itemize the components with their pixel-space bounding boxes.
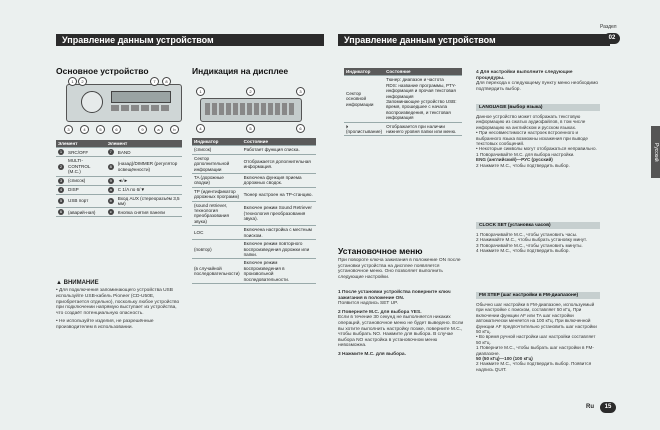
setup-steps: [338, 290, 466, 358]
indicator-col-header: Индикатор: [192, 138, 242, 146]
table-row: Сектор основной информации Тюнер: диапазон и частота RDS: название программы, PTY-информация и прочая текстовая информация Запоминающее устройство USB: время, прошедшее с начала воспроизведения, и текстовая информация: [344, 76, 462, 122]
unit-display-window: [111, 91, 171, 103]
table-row: 1 SRC/OFF 7 BAND: [56, 148, 182, 157]
table-row: (список) Работает функция списка.: [192, 146, 316, 154]
step-4: [476, 70, 600, 92]
table-row: 4 DISP a C 1/Λ по 6/▼: [56, 185, 182, 194]
scroll-indicator-icon: ⏵: [346, 123, 349, 129]
clock-box-text: 1 Поворачивайте M.C., чтобы установить часы. 2 Нажимайте M.C., чтобы выбрать установку минут. 3 Поворачивайте M.C., чтобы установить минуты. 4 Нажмите M.C., чтобы подтвердить выбор.: [476, 232, 587, 254]
table-row: LOC Включена настройка с местным поиском.: [192, 226, 316, 240]
continued-indicators-table: [344, 68, 462, 136]
callout-8: 8: [162, 77, 171, 86]
table-row: ⏵ (пролистывание) Отображается при наличии нижнего уровня папки или меню.: [344, 122, 462, 136]
table-row: 2 MULTI-CONTROL (M.C.) 8 (назад)/DIMMER (регулятор освещённости): [56, 157, 182, 176]
right-header: Управление данным устройством: [338, 34, 610, 46]
language-box-head: LANGUAGE (выбор языка): [476, 104, 600, 111]
elements-table: [56, 140, 182, 217]
basic-unit-title: Основное устройство: [56, 66, 149, 76]
head-unit-illustration: [66, 84, 182, 122]
right-page: [330, 0, 660, 430]
display-callout-2: 2: [246, 87, 255, 96]
table-row: (в случайной последовательности) Включен режим воспроизведения в произвольной последовательности.: [192, 259, 316, 284]
display-callout-6: 6: [296, 124, 305, 133]
callout-b: b: [170, 125, 179, 134]
display-callout-1: 1: [196, 87, 205, 96]
table-row: TP (идентификатор дорожных программ) Тюнер настроен на TP-станцию.: [192, 187, 316, 201]
warning-block: [56, 280, 180, 331]
table-row: 5 USB порт b Вход AUX (стереоразъём 3,5 мм): [56, 194, 182, 208]
display-callout-4: 4: [196, 124, 205, 133]
warning-title: ▲ ВНИМАНИЕ: [56, 280, 99, 286]
section-label: Раздел: [600, 24, 617, 30]
step-1-title: 1 После установки устройства поверните ключ зажигания в положение ON.: [338, 290, 451, 301]
display-callout-5: 5: [246, 124, 255, 133]
callout-a: a: [154, 125, 163, 134]
page-number: 15: [600, 402, 616, 413]
warning-item-2: • Не используйте изделия, не разрешённые производителем в использовании.: [56, 318, 154, 330]
step-3-title: 3 Нажмите M.C. для выбора.: [338, 351, 406, 357]
fm-step-box-text: Обычно шаг настройки в FM-диапазоне, используемый при настройке с поиском, составляет 50 кГц. При включении функции AF или TA шаг настройки автоматически меняется на 100 кГц. При включенной функции AF предпочтительно установить шаг настройки 50 кГц. • Во время ручной настройки шаг настройки составляет 50 кГц. 1 Поверните M.C., чтобы выбрать шаг настройки в FM-диапазоне. 50 (50 кГц)—100 (100 кГц) 2 Нажмите M.C., чтобы подтвердить выбор. Появится надпись QUIT.: [476, 302, 597, 372]
callout-4: 4: [80, 125, 89, 134]
step-2-title: 2 Поверните M.C. для выбора YES.: [338, 309, 422, 315]
display-callout-3: 3: [296, 87, 305, 96]
step-2-text: Если в течение 30 секунд не выполняется никаких операций, установочное меню не будет выведено. Если вы хотите выполнить настройку позже, поверните M.C., чтобы выбрать NO. Нажмите для выбора. В случае выбора NO настройка в установочном меню невозможна.: [338, 315, 464, 349]
footer-lang: Ru: [586, 404, 594, 410]
multi-control-knob: [81, 91, 103, 113]
callout-9: 9: [138, 125, 147, 134]
state-col-header: Состояние: [242, 138, 316, 146]
callout-7: 7: [150, 77, 159, 86]
elements-col2-header: Элемент: [106, 140, 182, 148]
setup-menu-title: Установочное меню: [338, 246, 423, 256]
table-row: 6 (аварий-ная) c Кнопка снятия панели: [56, 208, 182, 217]
display-segments: [205, 103, 295, 115]
step-1-text: Появится надпись SET UP.: [338, 301, 398, 307]
table-row: TA (дорожные сводки) Включена функция приема дорожных сводок.: [192, 174, 316, 188]
callout-6: 6: [112, 125, 121, 134]
warning-item-1: • Для подключения запоминающего устройства USB используйте USB-кабель Pioneer (CD-U50E, приобретается отдельно), поскольку любое устройство при подключении напрямую выступает из устройства, что создаёт потенциальную опасность.: [56, 288, 180, 317]
display-indication-title: Индикация на дисплее: [192, 66, 289, 76]
section-number-badge: 02: [604, 33, 620, 44]
step-4-title: 4 Для настройки выполните следующие процедуры.: [476, 70, 573, 81]
callout-2: 2: [78, 77, 87, 86]
display-illustration: [200, 98, 302, 122]
display-indicators-table: [192, 138, 316, 284]
preset-buttons: [111, 105, 169, 113]
fm-step-box-head: FM STEP (шаг настройки в FM-диапазоне): [476, 292, 600, 299]
language-side-tab: Русский: [651, 126, 660, 178]
elements-col1-header: Элемент: [56, 140, 106, 148]
callout-5: 5: [96, 125, 105, 134]
table-row: Сектор дополнительной информации Отображается дополнительная информация.: [192, 154, 316, 173]
table-row: 3 (список) 9 ◄/►: [56, 176, 182, 185]
language-box-text: Данное устройство может отображать текстовую информацию из сжатых аудиофайлов, в том числе информацию на английском и русском языках. • При несовместимости настроек встроенного и выбранного языка возможны искажения при выводе текстовых сообщений. • Некоторые символы могут отображаться неправильно. 1 Поворачивайте M.C. для выбора настройки. ENG (английский)—РУС (русский) 2 Нажмите M.C., чтобы подтвердить выбор.: [476, 114, 597, 168]
setup-intro: При повороте ключа зажигания в положение ON после установки устройства на дисплее появляется установочное меню. Оно позволяет выполнить следующие настройки.: [338, 258, 461, 280]
cont-state-header: Состояние: [384, 68, 462, 76]
warning-icon: ▲: [56, 280, 62, 286]
table-row: (повтор) Включен режим повторного воспроизведения дорожки или папки.: [192, 240, 316, 259]
table-row: (sound retriever, технология преобразования звука) Включен режим Sound Retriever (технология преобразования звука).: [192, 201, 316, 226]
callout-3: 3: [64, 125, 73, 134]
left-header: Управление данным устройством: [56, 34, 324, 46]
cont-indicator-header: Индикатор: [344, 68, 384, 76]
step-4-text: Для перехода к следующему пункту меню необходимо подтвердить выбор.: [476, 81, 599, 92]
clock-box-head: CLOCK SET (установка часов): [476, 222, 600, 229]
callout-1: 1: [68, 77, 77, 86]
